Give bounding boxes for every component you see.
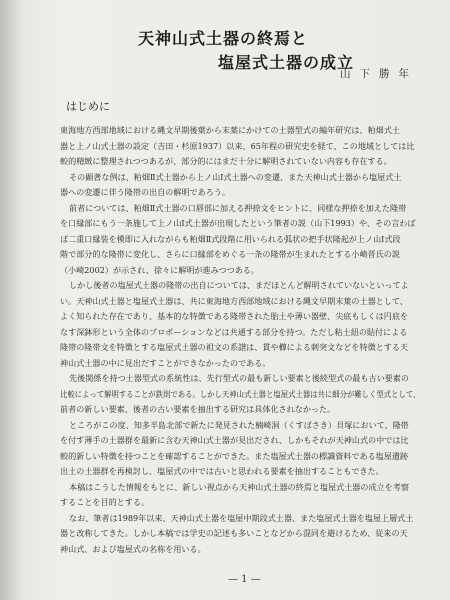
- text-line: 先後関係を持つ土器型式の系統性は、先行型式の最も新しい要素と後続型式の最も古い要素の: [69, 373, 409, 383]
- text-line: （小崎2002）が示され、徐々に解明が進みつつある。: [60, 264, 259, 275]
- text-line: 本稿はこうした情報をもとに、新しい視点から天神山式土器の終焉と塩屋式土器の成立を考察: [69, 481, 409, 492]
- text-line: を付す薄手の土器群を最新に含む天神山式土器が見出だされ、しかもそれが天神山式の中では比: [60, 435, 409, 445]
- text-line: 前者については、粕畑Ⅱ式土器の口唇部に加える押捺文をヒントに、同様な押捺を加えた隆帯: [69, 202, 407, 213]
- text-line: ば二重口縁装を模即に入れながらも粕畑Ⅱ式段階に用いられる弧状の把手状隆起が上ノ山Ⅰ式段: [60, 233, 401, 244]
- text-line: を口縁部にもう一条施して上ノ山Ⅰ式土器が出現したという筆者の説（山下1993）や、その言わば: [60, 218, 416, 228]
- text-line: よく知られた存在であり、基本的な特徴である隆帯された胎土や薄い器壁、尖底もしくは円底を: [60, 311, 409, 321]
- text-line: 神山式、および塩屋式の名称を用いる。: [60, 543, 206, 554]
- author-name: 山下勝年: [340, 68, 418, 80]
- text-line: なす深鉢形という全体のプロポーションなどは共通する部分を持つ。ただし粘土紐の貼付による: [60, 326, 408, 337]
- text-line: することを目的とする。: [60, 497, 150, 507]
- text-line: い。天神山式土器と塩屋式土器は、共に東海地方西部地域における縄文早期末葉の土器として、: [60, 295, 408, 306]
- text-line: ところがこの度、知多半島北部で新たに発見された楠崎洞（くすばさき）貝塚において、隆帯: [69, 419, 409, 430]
- text-line: 較的新しい特徴を持つことを確認することができた。また塩屋式土器の標識資料である塩屋遺跡: [60, 450, 409, 461]
- text-line: なお、筆者は1989年以来、天神山式土器を塩屋中期段式土器、また塩屋式土器を塩屋上層式土: [69, 512, 414, 523]
- text-line: 器と上ノ山式土器の設定（吉田・杉原1937）以来、65年程の研究史を経て、この地域としては比: [60, 140, 415, 151]
- text-line: 器への変遷に伴う隆帯の出自の解明であろう。: [60, 187, 230, 197]
- section-heading: はじめに: [66, 100, 110, 113]
- book-spine-shadow: [0, 0, 20, 600]
- text-line: 較的精緻に整理されつつあるが、部分的にはまだ十分に解明されていない内容も存在する。: [60, 156, 392, 166]
- title-line-1: 天神山式土器の終焉と: [138, 29, 309, 48]
- text-line: 前者の新しい要素、後者の古い要素を抽出する研究は具体化されなかった。: [60, 404, 336, 414]
- text-line: 出土の土器群を再検討し、塩屋式の中では古いと思われる要素を抽出することもできた。: [60, 466, 384, 476]
- text-line: 神山式土器の中に見出だすことができなかったのである。: [60, 357, 271, 368]
- text-line: 階で部分的な隆帯に変化し、さらに口縁部をめぐる一条の隆帯が生まれたとする小崎晋氏の説: [60, 249, 400, 259]
- text-line: 隆帯の隆帯文を特徴とする塩屋式土器の祖文の系譜は、貫や櫛による刺突文などを特徴とする天: [60, 342, 409, 352]
- text-line: 東海地方西部地域における縄文早期後葉から末葉にかけての土器型式の編年研究は、粕畑式土: [60, 125, 400, 135]
- text-line: その顕著な例は、粕畑Ⅱ式土器から上ノ山Ⅰ式土器への変遷、また天神山式土器から塩屋式土: [69, 171, 402, 182]
- text-line: しかし後者の塩屋式土器の隆帯の出自については、まだほとんど解明されていないといってよ: [69, 280, 409, 290]
- page-number: — 1 —: [228, 574, 261, 585]
- text-line: 比較によって解明することが鉄則である。しかし天神山式土器と塩屋式土器は共に細分が難しく型式として、: [60, 388, 421, 399]
- title-line-2: 塩屋式土器の成立: [218, 53, 355, 72]
- text-line: 器と改称してきた。しかし本稿では学史の記述も多いことなどから混同を避けるため、従来の天: [60, 528, 408, 538]
